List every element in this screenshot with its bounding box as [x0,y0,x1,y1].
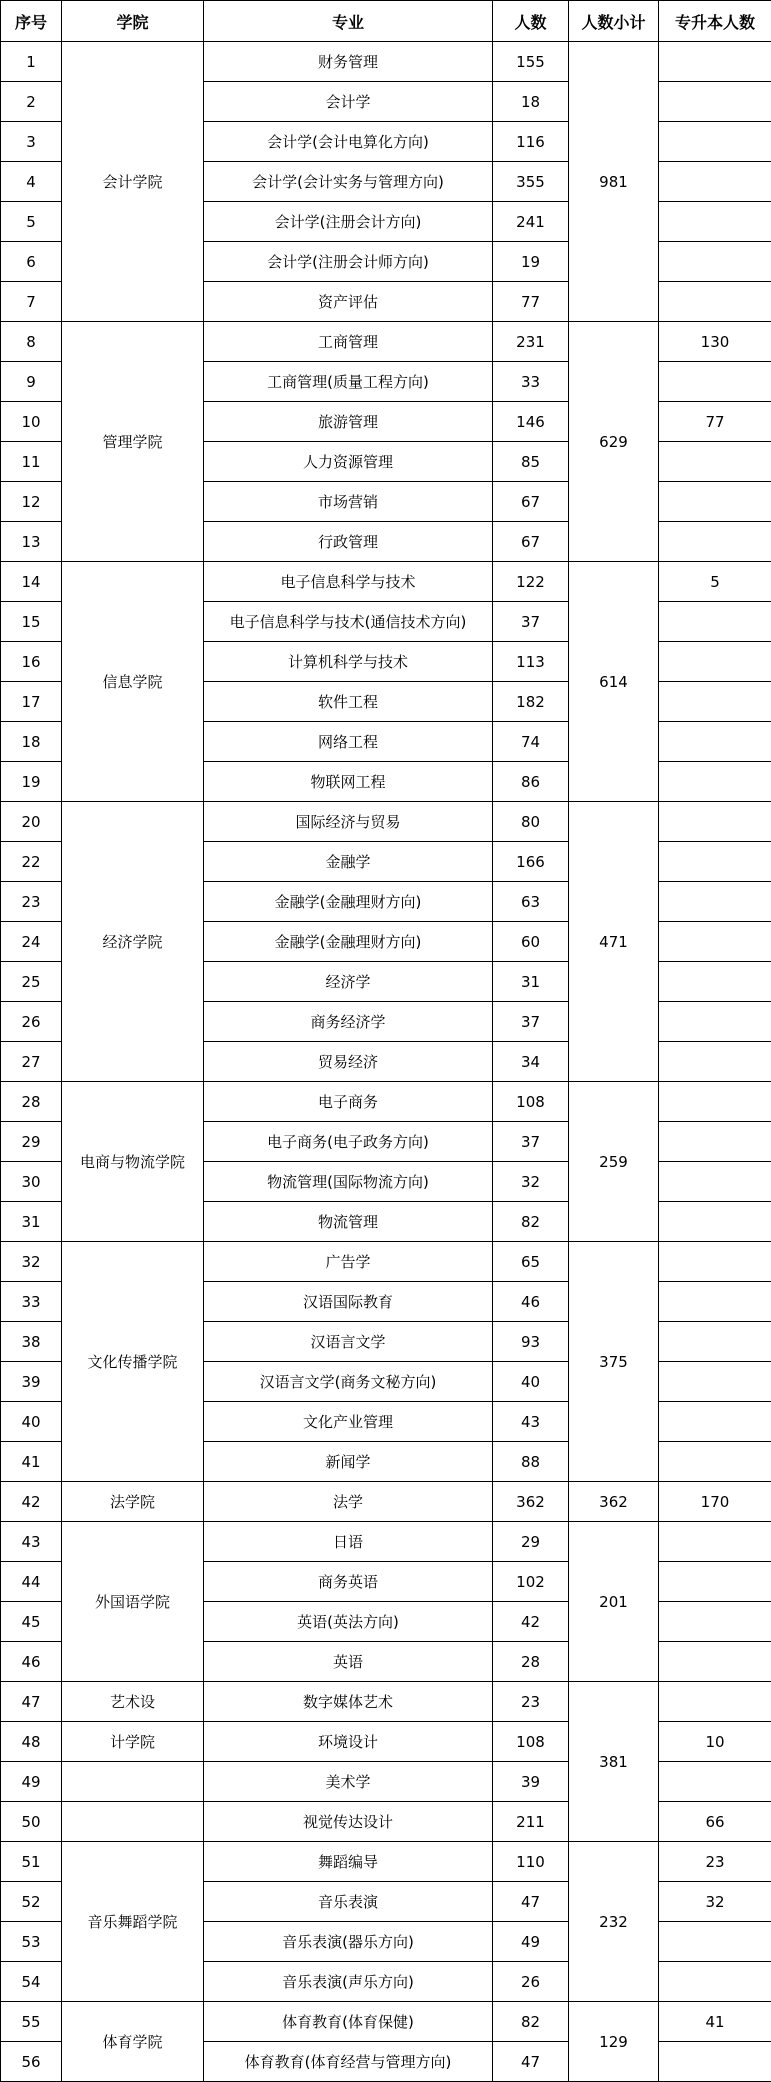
count-cell: 18 [493,82,569,122]
serial-cell: 3 [1,122,62,162]
major-cell: 汉语言文学(商务文秘方向) [204,1362,493,1402]
major-cell: 会计学(会计电算化方向) [204,122,493,162]
serial-cell: 12 [1,482,62,522]
major-cell: 音乐表演(声乐方向) [204,1962,493,2002]
table-row [1,1482,771,1522]
count-cell: 116 [493,122,569,162]
college-cell: 信息学院 [62,562,204,802]
table-row [1,802,771,842]
table-row [1,322,771,362]
major-cell: 财务管理 [204,42,493,82]
upgrade-count-cell [659,1602,771,1642]
count-cell: 31 [493,962,569,1002]
major-cell: 会计学(注册会计师方向) [204,242,493,282]
count-cell: 26 [493,1962,569,2002]
count-cell: 47 [493,2042,569,2082]
major-cell: 商务英语 [204,1562,493,1602]
serial-cell: 2 [1,82,62,122]
serial-cell: 42 [1,1482,62,1522]
major-cell: 市场营销 [204,482,493,522]
subtotal-cell: 201 [569,1522,659,1682]
upgrade-count-cell [659,1282,771,1322]
serial-cell: 49 [1,1762,62,1802]
major-cell: 电子商务(电子政务方向) [204,1122,493,1162]
upgrade-count-cell [659,1042,771,1082]
serial-cell: 17 [1,682,62,722]
count-cell: 102 [493,1562,569,1602]
college-cell: 会计学院 [62,42,204,322]
table-row [1,42,771,82]
upgrade-count-cell [659,1082,771,1122]
college-cell [62,1762,204,1802]
count-cell: 82 [493,2002,569,2042]
subtotal-cell: 471 [569,802,659,1082]
upgrade-count-cell [659,202,771,242]
upgrade-count-cell [659,802,771,842]
major-cell: 汉语言文学 [204,1322,493,1362]
serial-cell: 29 [1,1122,62,1162]
serial-cell: 16 [1,642,62,682]
serial-cell: 30 [1,1162,62,1202]
major-cell: 贸易经济 [204,1042,493,1082]
upgrade-count-cell [659,442,771,482]
serial-cell: 41 [1,1442,62,1482]
upgrade-count-cell [659,1562,771,1602]
count-cell: 82 [493,1202,569,1242]
serial-cell: 51 [1,1842,62,1882]
serial-cell: 38 [1,1322,62,1362]
major-cell: 电子商务 [204,1082,493,1122]
upgrade-count-cell [659,722,771,762]
upgrade-count-cell [659,1362,771,1402]
count-cell: 355 [493,162,569,202]
count-cell: 362 [493,1482,569,1522]
major-cell: 金融学(金融理财方向) [204,882,493,922]
header-row [1,1,771,42]
serial-cell: 13 [1,522,62,562]
count-cell: 60 [493,922,569,962]
major-cell: 英语(英法方向) [204,1602,493,1642]
major-cell: 电子信息科学与技术(通信技术方向) [204,602,493,642]
serial-cell: 15 [1,602,62,642]
serial-cell: 5 [1,202,62,242]
college-cell: 法学院 [62,1482,204,1522]
subtotal-cell: 129 [569,2002,659,2082]
count-cell: 34 [493,1042,569,1082]
major-cell: 新闻学 [204,1442,493,1482]
count-cell: 63 [493,882,569,922]
upgrade-count-cell [659,1322,771,1362]
major-cell: 数字媒体艺术 [204,1682,493,1722]
upgrade-count-cell: 5 [659,562,771,602]
major-cell: 物流管理 [204,1202,493,1242]
college-cell: 体育学院 [62,2002,204,2082]
serial-cell: 47 [1,1682,62,1722]
major-cell: 经济学 [204,962,493,1002]
upgrade-count-cell [659,2042,771,2082]
count-cell: 39 [493,1762,569,1802]
upgrade-count-cell [659,242,771,282]
major-cell: 法学 [204,1482,493,1522]
serial-cell: 11 [1,442,62,482]
major-cell: 物流管理(国际物流方向) [204,1162,493,1202]
count-cell: 46 [493,1282,569,1322]
table-row [1,1522,771,1562]
table-row [1,2002,771,2042]
count-cell: 155 [493,42,569,82]
serial-cell: 46 [1,1642,62,1682]
serial-cell: 24 [1,922,62,962]
table-row [1,1682,771,1722]
upgrade-count-cell [659,842,771,882]
serial-cell: 19 [1,762,62,802]
upgrade-count-cell [659,1442,771,1482]
major-cell: 会计学(注册会计方向) [204,202,493,242]
count-cell: 86 [493,762,569,802]
serial-cell: 1 [1,42,62,82]
major-cell: 文化产业管理 [204,1402,493,1442]
upgrade-count-cell [659,762,771,802]
major-cell: 国际经济与贸易 [204,802,493,842]
upgrade-count-cell [659,1202,771,1242]
upgrade-count-cell [659,522,771,562]
major-cell: 电子信息科学与技术 [204,562,493,602]
upgrade-count-cell [659,1962,771,2002]
subtotal-cell: 232 [569,1842,659,2002]
serial-cell: 10 [1,402,62,442]
serial-cell: 22 [1,842,62,882]
upgrade-count-cell: 66 [659,1802,771,1842]
serial-cell: 32 [1,1242,62,1282]
subtotal-cell: 362 [569,1482,659,1522]
upgrade-count-cell [659,1402,771,1442]
major-cell: 人力资源管理 [204,442,493,482]
major-cell: 物联网工程 [204,762,493,802]
count-cell: 80 [493,802,569,842]
college-cell: 音乐舞蹈学院 [62,1842,204,2002]
count-cell: 37 [493,1122,569,1162]
college-cell: 计学院 [62,1722,204,1762]
serial-cell: 26 [1,1002,62,1042]
count-cell: 77 [493,282,569,322]
count-cell: 19 [493,242,569,282]
college-cell: 电商与物流学院 [62,1082,204,1242]
major-cell: 网络工程 [204,722,493,762]
upgrade-count-cell: 23 [659,1842,771,1882]
upgrade-count-cell [659,1162,771,1202]
major-cell: 英语 [204,1642,493,1682]
major-cell: 商务经济学 [204,1002,493,1042]
major-cell: 环境设计 [204,1722,493,1762]
major-cell: 软件工程 [204,682,493,722]
college-cell: 管理学院 [62,322,204,562]
upgrade-count-cell: 10 [659,1722,771,1762]
major-cell: 广告学 [204,1242,493,1282]
count-cell: 28 [493,1642,569,1682]
upgrade-count-cell [659,1922,771,1962]
count-cell: 231 [493,322,569,362]
table-row [1,1842,771,1882]
serial-cell: 18 [1,722,62,762]
count-cell: 40 [493,1362,569,1402]
table-row [1,562,771,602]
subtotal-cell: 375 [569,1242,659,1482]
upgrade-count-cell [659,162,771,202]
serial-cell: 52 [1,1882,62,1922]
count-cell: 108 [493,1722,569,1762]
subtotal-cell: 614 [569,562,659,802]
count-cell: 166 [493,842,569,882]
college-cell [62,1802,204,1842]
major-cell: 计算机科学与技术 [204,642,493,682]
major-cell: 汉语国际教育 [204,1282,493,1322]
count-cell: 33 [493,362,569,402]
count-cell: 67 [493,522,569,562]
table-row [1,1082,771,1122]
serial-cell: 56 [1,2042,62,2082]
serial-cell: 4 [1,162,62,202]
count-cell: 49 [493,1922,569,1962]
major-cell: 音乐表演(器乐方向) [204,1922,493,1962]
major-cell: 资产评估 [204,282,493,322]
count-cell: 67 [493,482,569,522]
upgrade-count-cell [659,1002,771,1042]
upgrade-count-cell [659,82,771,122]
subtotal-cell: 981 [569,42,659,322]
serial-cell: 23 [1,882,62,922]
header-major: 专业 [204,1,493,42]
upgrade-count-cell [659,122,771,162]
count-cell: 122 [493,562,569,602]
count-cell: 29 [493,1522,569,1562]
college-cell: 文化传播学院 [62,1242,204,1482]
count-cell: 110 [493,1842,569,1882]
subtotal-cell: 259 [569,1082,659,1242]
count-cell: 42 [493,1602,569,1642]
count-cell: 85 [493,442,569,482]
major-cell: 日语 [204,1522,493,1562]
count-cell: 211 [493,1802,569,1842]
count-cell: 93 [493,1322,569,1362]
major-cell: 视觉传达设计 [204,1802,493,1842]
major-cell: 音乐表演 [204,1882,493,1922]
major-cell: 舞蹈编导 [204,1842,493,1882]
serial-cell: 45 [1,1602,62,1642]
college-cell: 经济学院 [62,802,204,1082]
count-cell: 23 [493,1682,569,1722]
count-cell: 182 [493,682,569,722]
count-cell: 37 [493,1002,569,1042]
major-cell: 旅游管理 [204,402,493,442]
upgrade-count-cell [659,362,771,402]
major-cell: 体育教育(体育保健) [204,2002,493,2042]
subtotal-cell: 629 [569,322,659,562]
upgrade-count-cell [659,1682,771,1722]
upgrade-count-cell [659,1522,771,1562]
serial-cell: 9 [1,362,62,402]
count-cell: 241 [493,202,569,242]
serial-cell: 48 [1,1722,62,1762]
upgrade-count-cell [659,1242,771,1282]
upgrade-count-cell [659,282,771,322]
major-cell: 会计学 [204,82,493,122]
upgrade-count-cell: 32 [659,1882,771,1922]
count-cell: 43 [493,1402,569,1442]
college-cell: 艺术设 [62,1682,204,1722]
upgrade-count-cell [659,42,771,82]
count-cell: 88 [493,1442,569,1482]
serial-cell: 55 [1,2002,62,2042]
major-cell: 美术学 [204,1762,493,1802]
serial-cell: 28 [1,1082,62,1122]
count-cell: 47 [493,1882,569,1922]
header-serial: 序号 [1,1,62,42]
table-row [1,1242,771,1282]
table-body [1,42,771,2082]
serial-cell: 53 [1,1922,62,1962]
serial-cell: 44 [1,1562,62,1602]
serial-cell: 39 [1,1362,62,1402]
major-cell: 工商管理 [204,322,493,362]
serial-cell: 31 [1,1202,62,1242]
upgrade-count-cell [659,682,771,722]
count-cell: 32 [493,1162,569,1202]
upgrade-count-cell: 77 [659,402,771,442]
serial-cell: 43 [1,1522,62,1562]
serial-cell: 6 [1,242,62,282]
count-cell: 113 [493,642,569,682]
major-cell: 金融学(金融理财方向) [204,922,493,962]
upgrade-count-cell [659,922,771,962]
upgrade-count-cell: 41 [659,2002,771,2042]
count-cell: 146 [493,402,569,442]
serial-cell: 8 [1,322,62,362]
college-cell: 外国语学院 [62,1522,204,1682]
subtotal-cell: 381 [569,1682,659,1842]
upgrade-count-cell [659,1122,771,1162]
major-cell: 行政管理 [204,522,493,562]
serial-cell: 7 [1,282,62,322]
serial-cell: 50 [1,1802,62,1842]
serial-cell: 25 [1,962,62,1002]
upgrade-count-cell [659,642,771,682]
upgrade-count-cell: 130 [659,322,771,362]
serial-cell: 54 [1,1962,62,2002]
upgrade-count-cell [659,602,771,642]
upgrade-count-cell [659,882,771,922]
upgrade-count-cell [659,1642,771,1682]
header-subtotal: 人数小计 [569,1,659,42]
serial-cell: 20 [1,802,62,842]
count-cell: 74 [493,722,569,762]
upgrade-count-cell [659,482,771,522]
major-cell: 会计学(会计实务与管理方向) [204,162,493,202]
serial-cell: 14 [1,562,62,602]
serial-cell: 27 [1,1042,62,1082]
header-upgrade-count: 专升本人数 [659,1,771,42]
major-cell: 工商管理(质量工程方向) [204,362,493,402]
upgrade-count-cell: 170 [659,1482,771,1522]
header-count: 人数 [493,1,569,42]
major-cell: 金融学 [204,842,493,882]
serial-cell: 33 [1,1282,62,1322]
count-cell: 37 [493,602,569,642]
upgrade-count-cell [659,1762,771,1802]
upgrade-count-cell [659,962,771,1002]
major-cell: 体育教育(体育经营与管理方向) [204,2042,493,2082]
header-college: 学院 [62,1,204,42]
serial-cell: 40 [1,1402,62,1442]
count-cell: 65 [493,1242,569,1282]
count-cell: 108 [493,1082,569,1122]
